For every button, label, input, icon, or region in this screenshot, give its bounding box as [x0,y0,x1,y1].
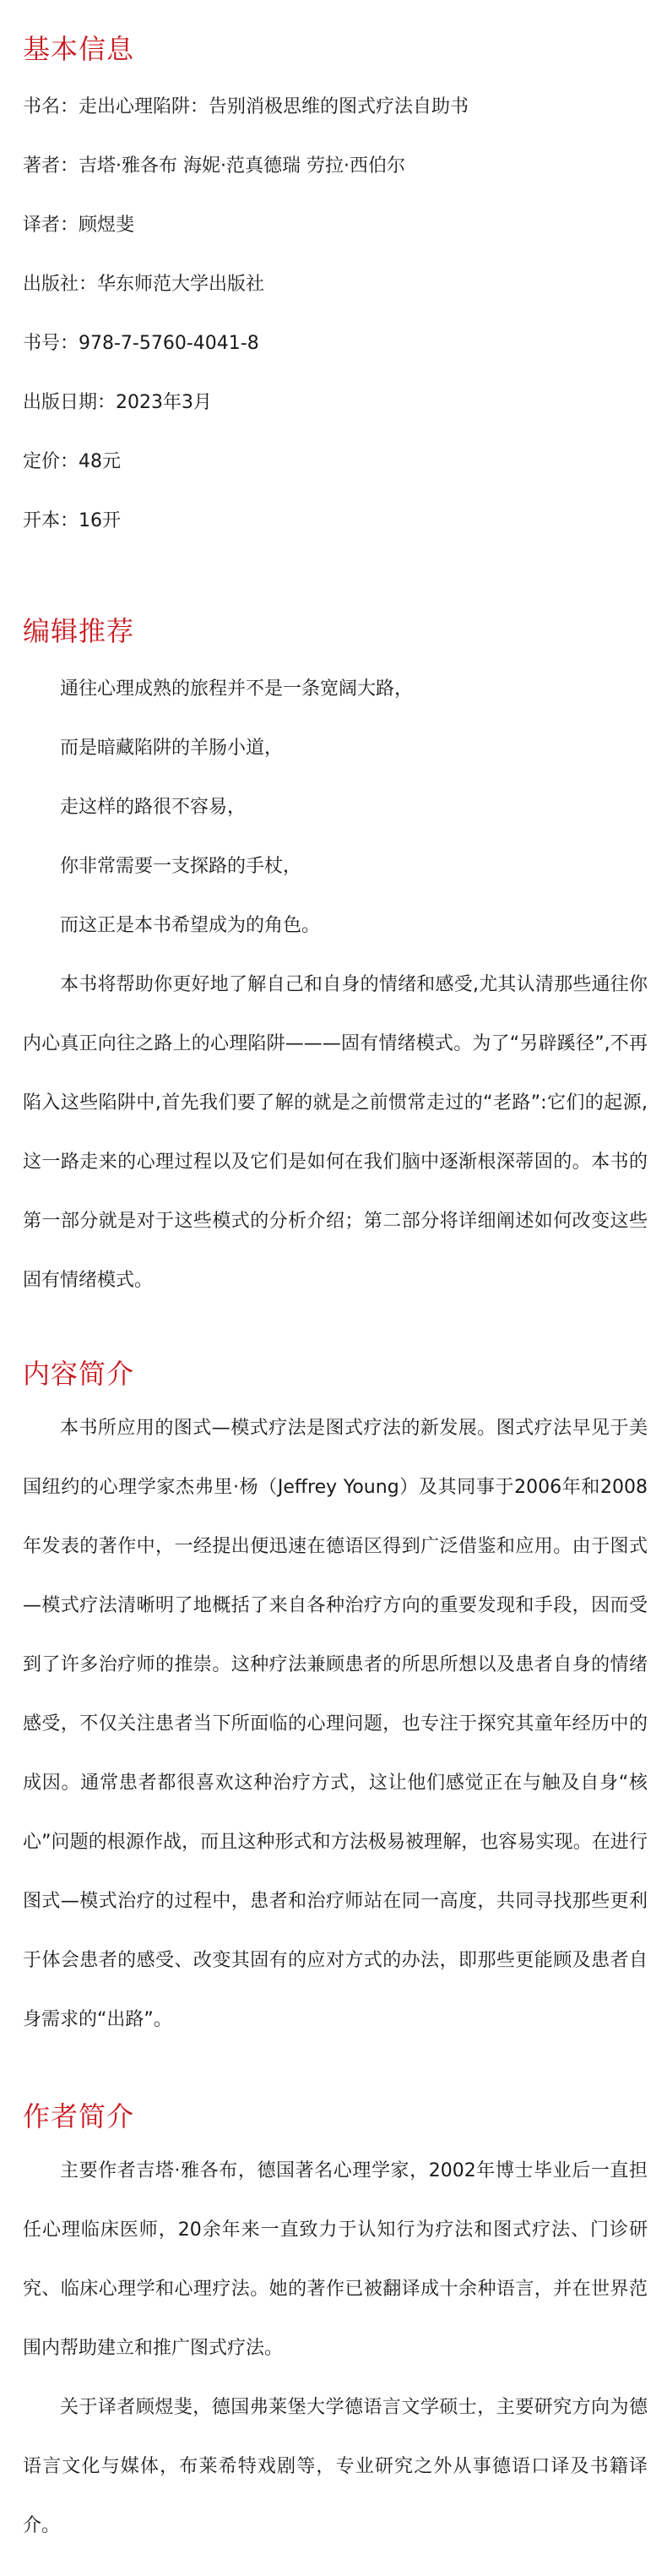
author-intro-heading: 作者简介 [23,2100,135,2132]
format-line: 开本：16开 [23,510,121,531]
translator-paragraph: 关于译者顾煜斐，德国弗莱堡大学德语言文学硕士，主要研究方向为德语言文化与媒体，布莱希特戏剧等，专业研究之外从事德语口译及书籍译介。 [23,2397,648,2536]
editor-recommendation-paragraph: 本书将帮助你更好地了解自己和自身的情绪和感受,尤其认清那些通往你内心真正向往之路上的心理陷阱———固有情绪模式。为了“另辟蹊径”,不再陷入这些陷阱中,首先我们要了解的就是之前惯常走过的“老路”:它们的起源,这一路走来的心理过程以及它们是如何在我们脑中逐渐根深蒂固的。本书的第一部分就是对于这些模式的分析介绍；第二部分将详细阐述如何改变这些固有情绪模式。 [23,974,648,1291]
poem-line: 通往心理成熟的旅程并不是一条宽阔大路， [60,678,414,700]
translator-line: 译者：顾煜斐 [23,215,135,236]
authors-line: 著者：吉塔·雅各布 海妮·范真德瑞 劳拉·西伯尔 [23,155,405,177]
content-summary-heading: 内容简介 [23,1358,135,1390]
poem-line: 而是暗藏陷阱的羊肠小道， [60,738,284,759]
poem-line: 而这正是本书希望成为的角色。 [60,915,321,936]
pub-date-line: 出版日期：2023年3月 [23,392,212,413]
poem-line: 你非常需要一支探路的手杖， [60,856,302,877]
poem-line: 走这样的路很不容易， [60,797,247,818]
editor-recommendation-heading: 编辑推荐 [23,615,135,647]
isbn-line: 书号：978-7-5760-4041-8 [23,333,259,354]
publisher-line: 出版社：华东师范大学出版社 [23,274,265,295]
price-line: 定价：48元 [23,451,121,472]
author-paragraph: 主要作者吉塔·雅各布，德国著名心理学家，2002年博士毕业后一直担任心理临床医师，20余年来一直致力于认知行为疗法和图式疗法、门诊研究、临床心理学和心理疗法。她的著作已被翻译成十余种语言，并在世界范围内帮助建立和推广图式疗法。 [23,2160,648,2359]
book-title-line: 书名：走出心理陷阱：告别消极思维的图式疗法自助书 [23,96,469,117]
basic-info-heading: 基本信息 [23,33,135,65]
content-summary-paragraph: 本书所应用的图式—模式疗法是图式疗法的新发展。图式疗法早见于美国纽约的心理学家杰弗里·杨（Jeffrey Young）及其同事于2006年和2008年发表的著作中，一经提出便迅速在德语区得到广泛借鉴和应用。由于图式—模式疗法清晰明了地概括了来自各种治疗方向的重要发现和手段，因而受到了许多治疗师的推崇。这种疗法兼顾患者的所思所想以及患者自身的情绪感受，不仅关注患者当下所面临的心理问题，也专注于探究其童年经历中的成因。通常患者都很喜欢这种治疗方式，这让他们感觉正在与触及自身“核心”问题的根源作战，而且这种形式和方法极易被理解，也容易实现。在进行图式—模式治疗的过程中，患者和治疗师站在同一高度，共同寻找那些更利于体会患者的感受、改变其固有的应对方式的办法，即那些更能顾及患者自身需求的“出路”。 [23,1418,648,2030]
